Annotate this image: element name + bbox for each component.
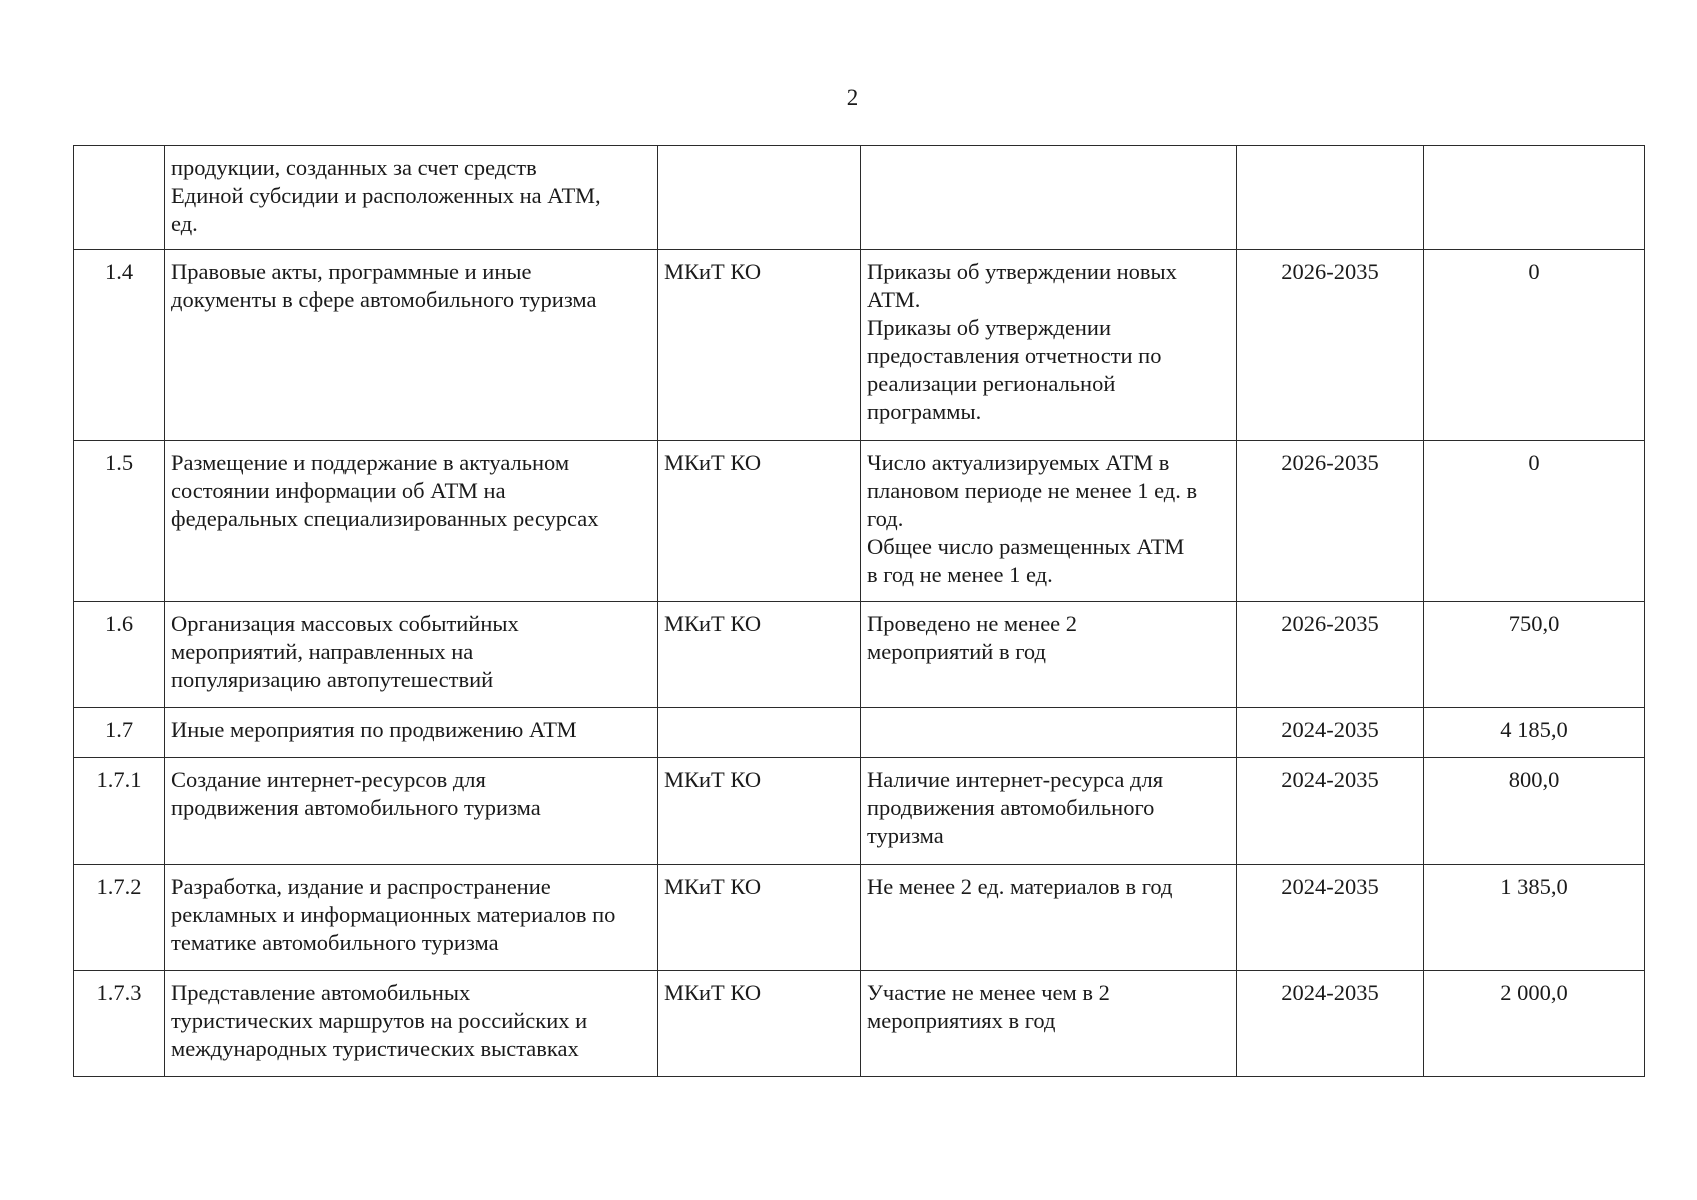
period-cell: 2024-2035 xyxy=(1237,865,1424,971)
result-cell-line: Приказы об утверждении xyxy=(867,315,1111,340)
item-number-cell: 1.7.2 xyxy=(74,865,165,971)
period-cell: 2026-2035 xyxy=(1237,602,1424,708)
executor-cell: МКиТ КО xyxy=(658,865,861,971)
period-cell: 2026-2035 xyxy=(1237,441,1424,602)
item-number-cell: 1.7 xyxy=(74,708,165,758)
activity-name-cell xyxy=(165,441,658,602)
table-row xyxy=(74,602,1645,708)
activity-name-cell xyxy=(165,865,658,971)
page-number: 2 xyxy=(846,85,859,110)
executor-cell: МКиТ КО xyxy=(658,602,861,708)
result-cell-line: мероприятий в год xyxy=(867,639,1046,664)
item-number-cell: 1.6 xyxy=(74,602,165,708)
period-cell: 2024-2035 xyxy=(1237,708,1424,758)
activity-name-cell xyxy=(165,758,658,865)
executor-cell: МКиТ КО xyxy=(658,758,861,865)
result-cell-line: плановом периоде не менее 1 ед. в xyxy=(867,478,1198,503)
amount-cell: 0 xyxy=(1424,441,1645,602)
period-cell: 2024-2035 xyxy=(1237,971,1424,1077)
amount-cell: 0 xyxy=(1424,250,1645,441)
result-cell-line: продвижения автомобильного xyxy=(867,795,1155,820)
activity-name-cell-line: Организация массовых событийных xyxy=(171,611,519,636)
activity-name-cell-line: Представление автомобильных xyxy=(171,980,471,1005)
activity-name-cell-line: Правовые акты, программные и иные xyxy=(171,259,532,284)
table-row xyxy=(74,146,1645,250)
table-row xyxy=(74,971,1645,1077)
executor-cell: МКиТ КО xyxy=(658,971,861,1077)
table-row xyxy=(74,865,1645,971)
result-cell xyxy=(861,146,1237,250)
activity-name-cell-line: Создание интернет-ресурсов для xyxy=(171,767,486,792)
result-cell-line: в год не менее 1 ед. xyxy=(867,562,1053,587)
activity-name-cell xyxy=(165,708,658,758)
activity-name-cell-line: документы в сфере автомобильного туризма xyxy=(171,287,597,312)
activity-name-cell-line: Единой субсидии и расположенных на АТМ, xyxy=(171,183,601,208)
result-cell-line: программы. xyxy=(867,399,982,424)
result-cell-line: мероприятиях в год xyxy=(867,1008,1056,1033)
executor-cell xyxy=(658,146,861,250)
item-number-cell: 1.7.3 xyxy=(74,971,165,1077)
period-cell: 2024-2035 xyxy=(1237,758,1424,865)
activity-name-cell-line: продвижения автомобильного туризма xyxy=(171,795,541,820)
activity-name-cell-line: рекламных и информационных материалов по xyxy=(171,902,616,927)
activity-name-cell-line: ед. xyxy=(171,211,198,236)
table-row xyxy=(74,250,1645,441)
activity-name-cell-line: состоянии информации об АТМ на xyxy=(171,478,506,503)
activity-name-cell xyxy=(165,146,658,250)
activity-name-cell-line: международных туристических выставках xyxy=(171,1036,579,1061)
amount-cell: 4 185,0 xyxy=(1424,708,1645,758)
result-cell-line: Участие не менее чем в 2 xyxy=(867,980,1110,1005)
amount-cell: 750,0 xyxy=(1424,602,1645,708)
activity-name-cell-line: Размещение и поддержание в актуальном xyxy=(171,450,570,475)
activity-name-cell-line: тематике автомобильного туризма xyxy=(171,930,499,955)
result-cell-line: год. xyxy=(867,506,904,531)
activity-name-cell-line: популяризацию автопутешествий xyxy=(171,667,494,692)
result-cell xyxy=(861,758,1237,865)
result-cell-line: Общее число размещенных АТМ xyxy=(867,534,1185,559)
item-number-cell: 1.4 xyxy=(74,250,165,441)
activity-name-cell-line: туристических маршрутов на российских и xyxy=(171,1008,588,1033)
result-cell xyxy=(861,708,1237,758)
table-row xyxy=(74,441,1645,602)
executor-cell: МКиТ КО xyxy=(658,250,861,441)
result-cell-line: Число актуализируемых АТМ в xyxy=(867,450,1170,475)
result-cell xyxy=(861,441,1237,602)
executor-cell xyxy=(658,708,861,758)
activity-name-cell-line: Иные мероприятия по продвижению АТМ xyxy=(171,717,577,742)
item-number-cell: 1.5 xyxy=(74,441,165,602)
activity-name-cell xyxy=(165,971,658,1077)
result-cell xyxy=(861,602,1237,708)
activity-name-cell-line: мероприятий, направленных на xyxy=(171,639,474,664)
amount-cell xyxy=(1424,146,1645,250)
executor-cell: МКиТ КО xyxy=(658,441,861,602)
activity-name-cell-line: Разработка, издание и распространение xyxy=(171,874,551,899)
activity-name-cell xyxy=(165,250,658,441)
period-cell xyxy=(1237,146,1424,250)
result-cell-line: Наличие интернет-ресурса для xyxy=(867,767,1164,792)
result-cell-line: туризма xyxy=(867,823,944,848)
result-cell-line: Проведено не менее 2 xyxy=(867,611,1078,636)
activities-table xyxy=(73,145,1645,1077)
table-row xyxy=(74,708,1645,758)
table-row xyxy=(74,758,1645,865)
period-cell: 2026-2035 xyxy=(1237,250,1424,441)
result-cell-line: АТМ. xyxy=(867,287,921,312)
result-cell xyxy=(861,250,1237,441)
item-number-cell: 1.7.1 xyxy=(74,758,165,865)
item-number-cell xyxy=(74,146,165,250)
amount-cell: 1 385,0 xyxy=(1424,865,1645,971)
result-cell xyxy=(861,971,1237,1077)
result-cell xyxy=(861,865,1237,971)
activity-name-cell-line: продукции, созданных за счет средств xyxy=(171,155,537,180)
amount-cell: 2 000,0 xyxy=(1424,971,1645,1077)
activity-name-cell xyxy=(165,602,658,708)
result-cell-line: Не менее 2 ед. материалов в год xyxy=(867,874,1173,899)
result-cell-line: Приказы об утверждении новых xyxy=(867,259,1177,284)
activity-name-cell-line: федеральных специализированных ресурсах xyxy=(171,506,599,531)
result-cell-line: предоставления отчетности по xyxy=(867,343,1162,368)
amount-cell: 800,0 xyxy=(1424,758,1645,865)
result-cell-line: реализации региональной xyxy=(867,371,1116,396)
